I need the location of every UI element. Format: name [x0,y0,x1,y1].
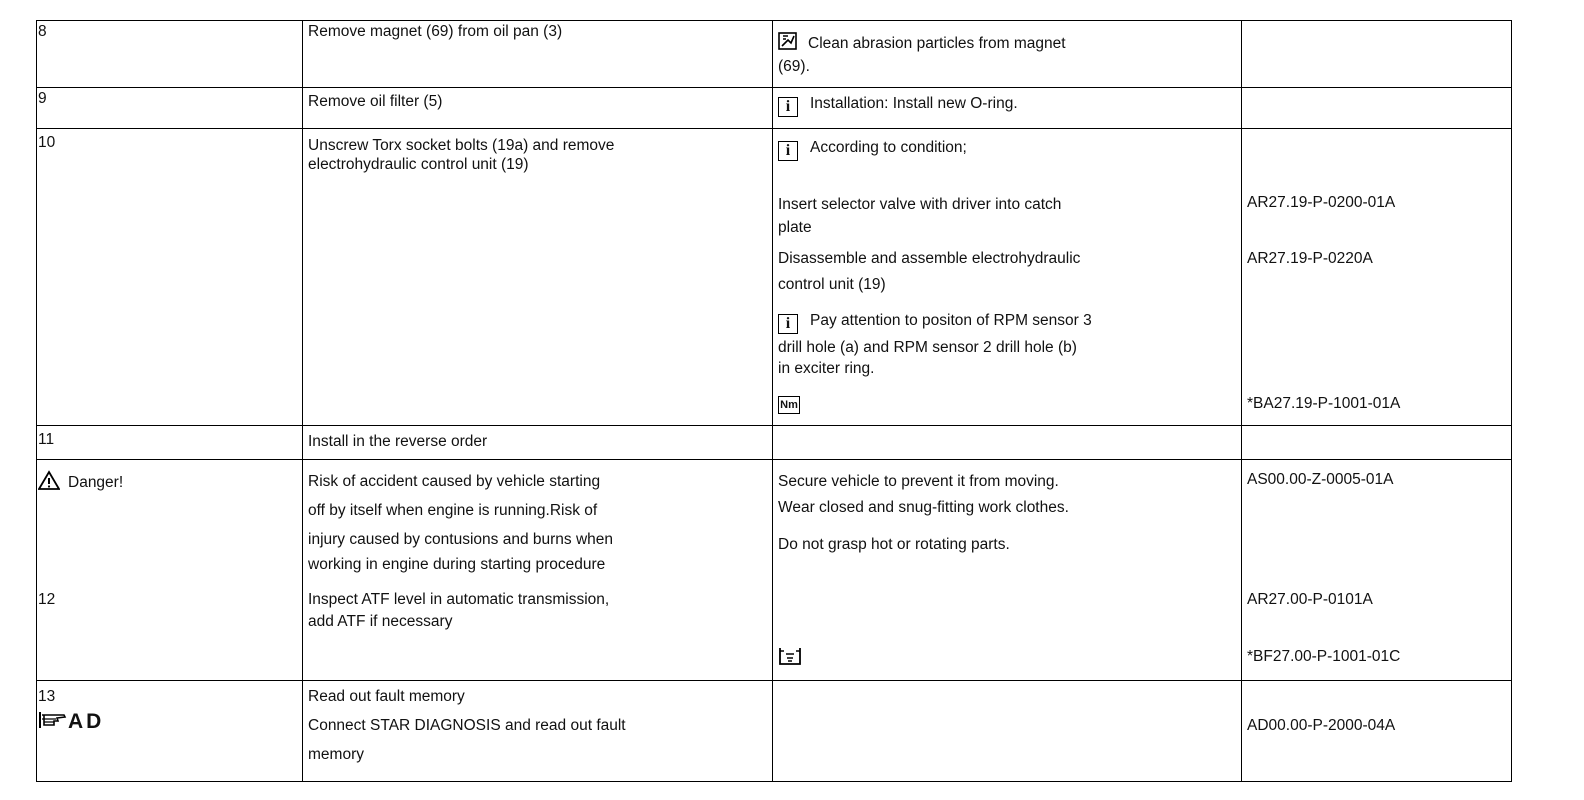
fluid-level-icon [778,645,802,673]
note-text: Disassemble and assemble electrohydraulic [778,250,1081,267]
ad-reference [38,709,104,734]
step-action: Inspect ATF level in automatic transmission, [308,591,610,608]
step-number: 10 [38,134,56,151]
reference-link[interactable]: *BA27.19-P-1001-01A [1247,395,1401,412]
step-action: Read out fault memory [308,688,465,705]
note-text: According to condition; [810,139,967,156]
step-action: Remove magnet (69) from oil pan (3) [308,23,563,40]
torque-icon [778,394,800,414]
row-divider [36,20,1512,21]
reference-link[interactable]: AD00.00-P-2000-04A [1247,717,1396,734]
step-number: 11 [38,431,55,448]
info-icon: i [778,314,798,334]
reference-link[interactable]: AR27.19-P-0200-01A [1247,194,1396,211]
column-divider [1511,20,1512,782]
step-number: 12 [38,591,56,608]
torque-label: Nm [778,396,800,414]
reference-link[interactable]: *BF27.00-P-1001-01C [1247,648,1401,665]
danger-label: Danger! [68,474,124,491]
risk-text: injury caused by contusions and burns when [308,531,614,548]
note-text: drill hole (a) and RPM sensor 2 drill hole (b) [778,339,1077,356]
column-divider [1241,20,1242,782]
step-action: memory [308,746,364,763]
ad-label: AD [68,710,105,733]
step-action: Unscrew Torx socket bolts (19a) and remove [308,137,615,154]
row-divider [36,781,1512,782]
note-text: (69). [778,58,810,75]
clean-icon [778,31,798,51]
pointing-hand-icon [38,709,68,731]
info-icon: i [778,141,798,161]
safety-note: Do not grasp hot or rotating parts. [778,536,1010,553]
danger-warning [38,470,123,493]
note-text: control unit (19) [778,276,886,293]
step-number: 9 [38,90,47,107]
column-divider [36,20,37,782]
step-action: electrohydraulic control unit (19) [308,156,529,173]
note-text: in exciter ring. [778,360,875,377]
reference-link[interactable]: AR27.19-P-0220A [1247,250,1373,267]
risk-text: off by itself when engine is running.Risk of [308,502,598,519]
reference-link[interactable]: AS00.00-Z-0005-01A [1247,471,1394,488]
step-action: Connect STAR DIAGNOSIS and read out fault [308,717,626,734]
safety-note: Wear closed and snug-fitting work clothes. [778,499,1069,516]
warning-triangle-icon [38,470,60,490]
row-divider [36,680,1512,681]
note-text: Insert selector valve with driver into catch [778,196,1062,213]
step-number: 13 [38,688,56,705]
info-icon: i [778,97,798,117]
step-action: Remove oil filter (5) [308,93,443,110]
risk-text: Risk of accident caused by vehicle starting [308,473,601,490]
step-action: Install in the reverse order [308,433,488,450]
note-text: Clean abrasion particles from magnet [808,35,1066,52]
step-number: 8 [38,23,47,40]
row-divider [36,128,1512,129]
step-note [778,94,1018,117]
row-divider [36,459,1512,460]
safety-note: Secure vehicle to prevent it from moving. [778,473,1059,490]
note-text: plate [778,219,812,236]
note-text: Pay attention to positon of RPM sensor 3 [810,312,1092,329]
step-action: add ATF if necessary [308,613,453,630]
note-text: Installation: Install new O-ring. [810,95,1018,112]
step-note [778,311,1092,334]
column-divider [302,20,303,782]
row-divider [36,87,1512,88]
step-note [778,31,1066,54]
reference-link[interactable]: AR27.00-P-0101A [1247,591,1373,608]
row-divider [36,425,1512,426]
risk-text: working in engine during starting procedure [308,556,606,573]
column-divider [772,20,773,782]
step-note [778,138,967,161]
